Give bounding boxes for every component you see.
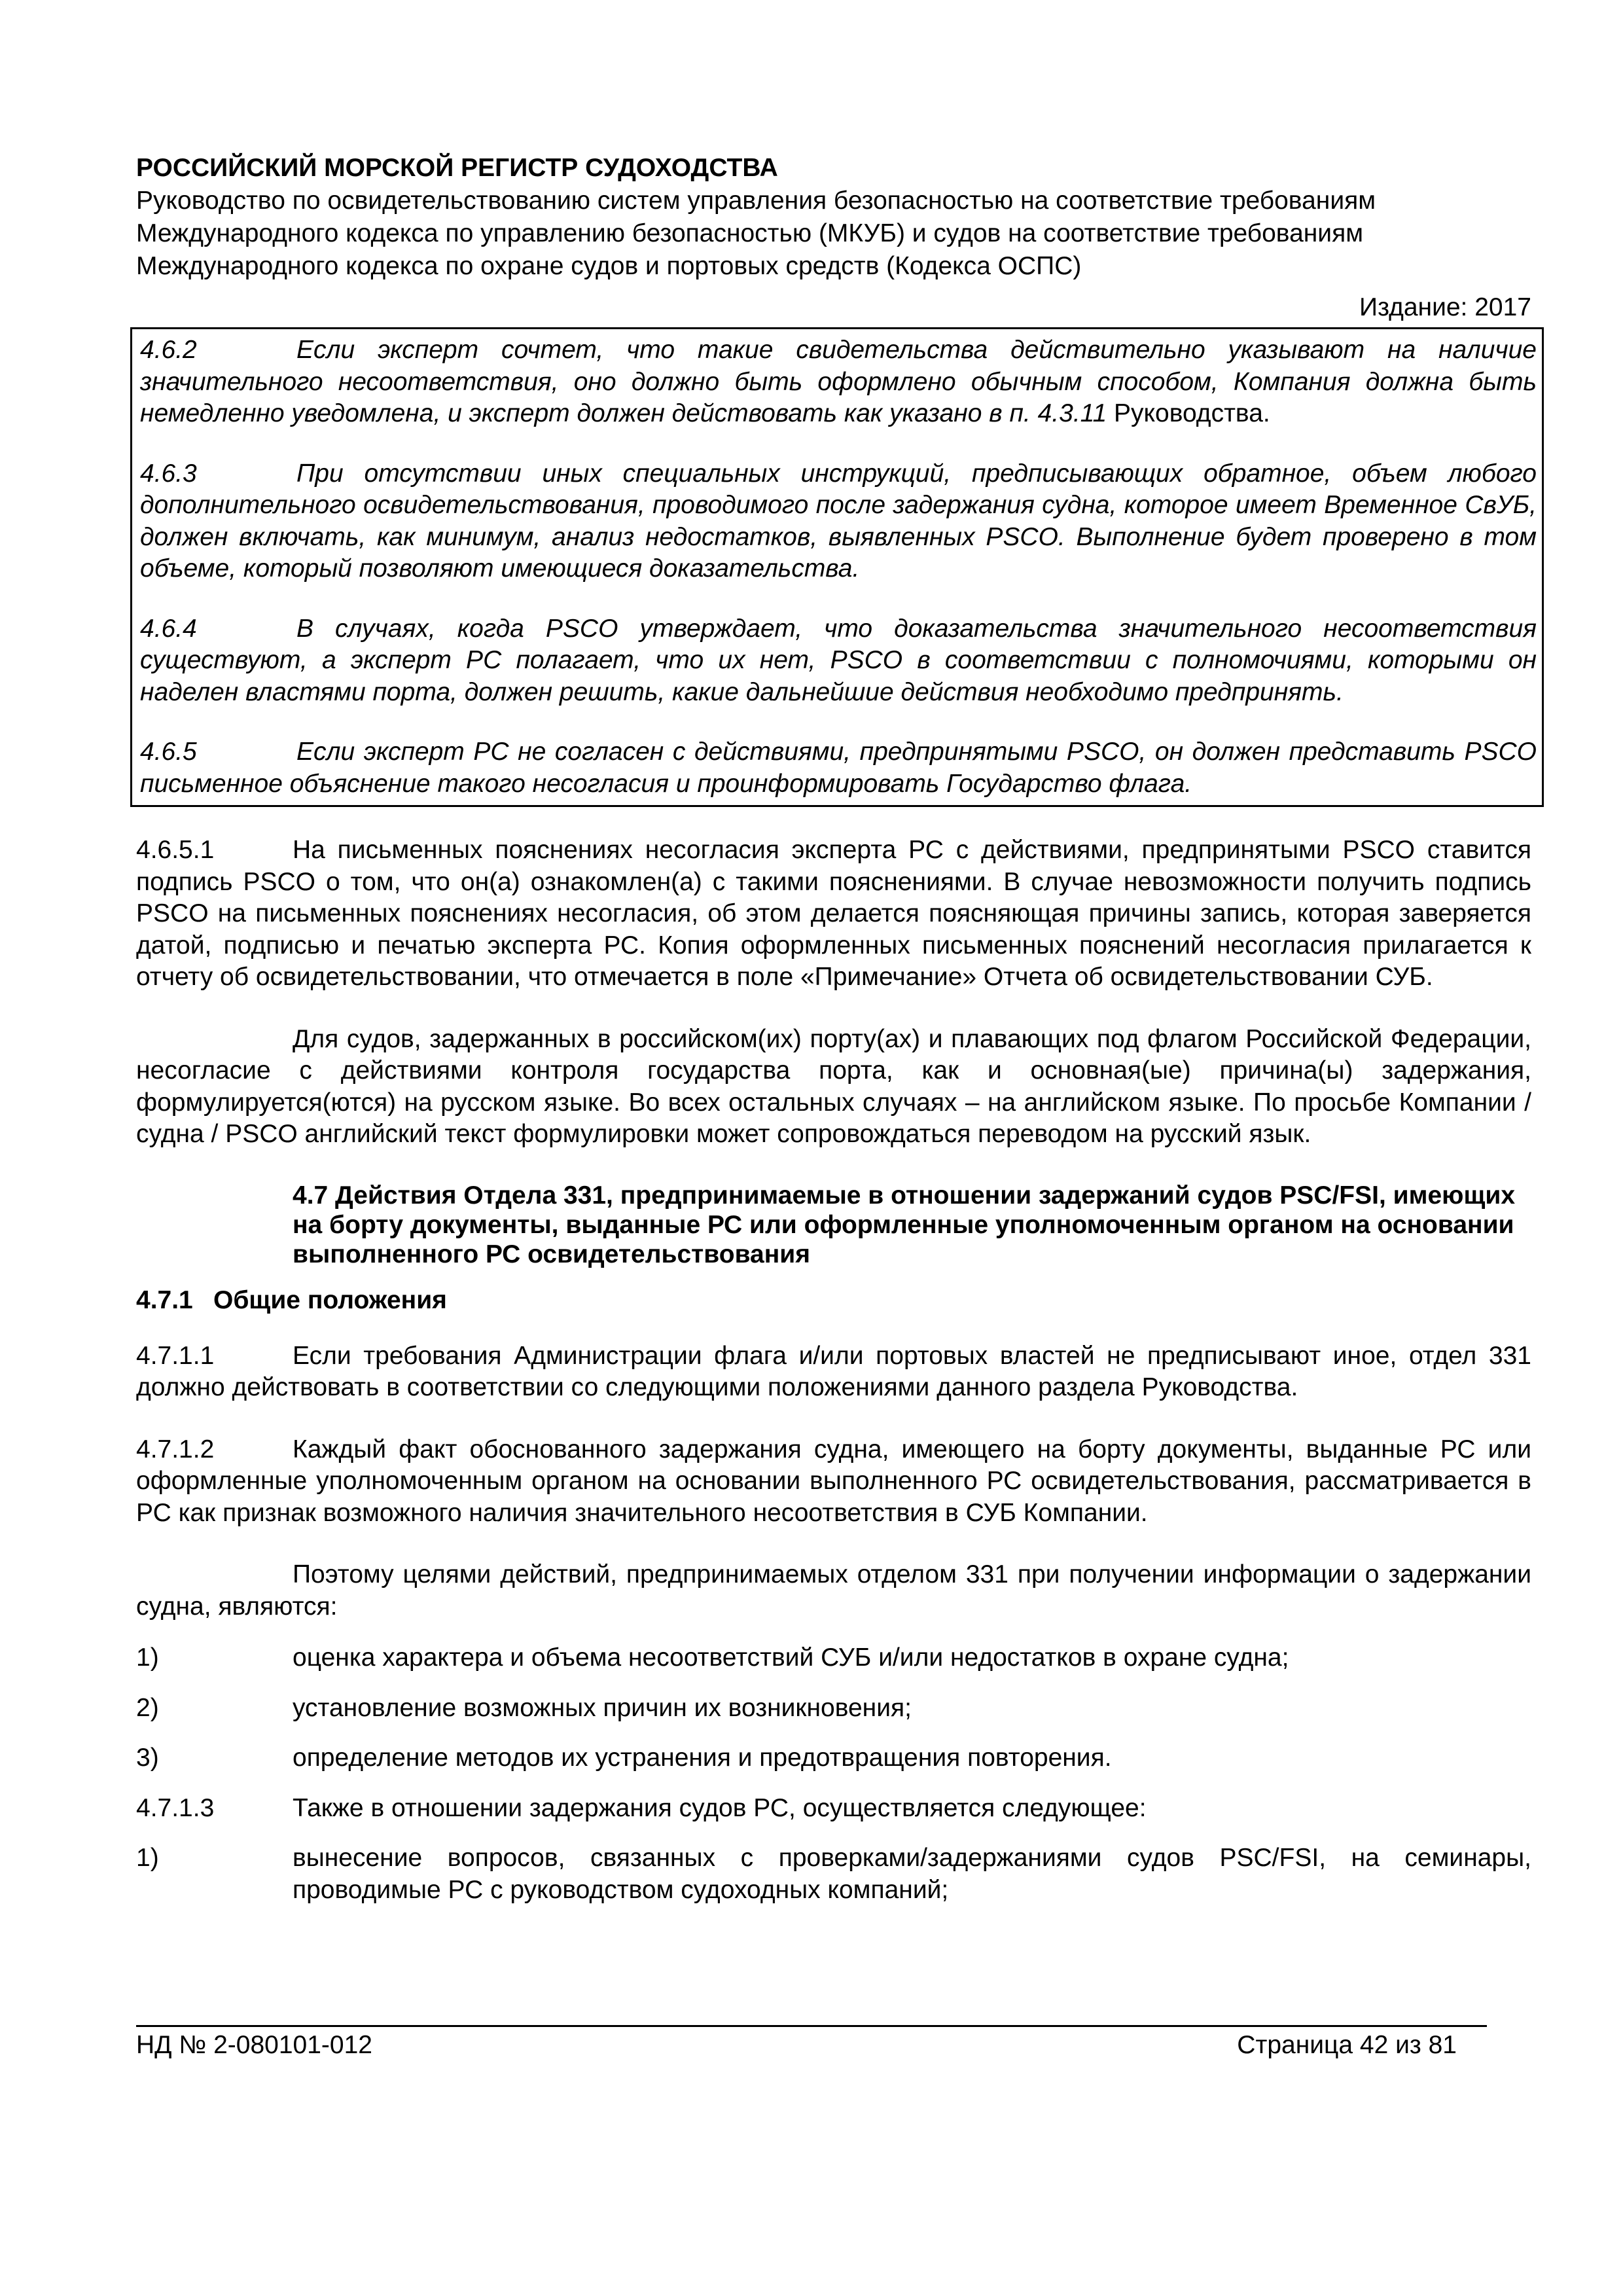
subsection-heading-4-7-1 <box>136 1285 1531 1316</box>
clause-4-6-4 <box>140 613 1537 709</box>
list-item-text: установление возможных причин их возникновения; <box>293 1693 912 1722</box>
list-item-number: 2) <box>136 1693 159 1722</box>
clause-4-6-2 <box>140 334 1537 430</box>
amended-text-box <box>130 327 1544 807</box>
guide-title-line-1: Руководство по освидетельствованию систем управления безопасностью на соответствие требованиям <box>136 187 1376 215</box>
list-item <box>136 1742 1531 1774</box>
clause-text: На письменных пояснениях несогласия эксперта РС с действиями, предпринятыми PSCO ставится подпись PSCO о том, что он(а) ознакомлен(а) с такими пояснениями. В случае невозможности получить подпись PSCO на письменных пояснениях несогласия, об этом делается поясняющая причины запись, которая заверяется датой, подписью и печатью эксперта РС. Копия оформленных письменных пояснений несогласия прилагается к отчету об освидетельствовании, что отмечается в поле «Примечание» Отчета об освидетельствовании СУБ. <box>136 836 1531 991</box>
guide-title-line-2: Международного кодекса по управлению безопасностью (МКУБ) и судов на соответствие требованиям <box>136 219 1364 247</box>
clause-4-6-3 <box>140 458 1537 585</box>
subsection-number: 4.7.1 <box>136 1285 193 1314</box>
edition-label: Издание: 2017 <box>1359 293 1531 321</box>
clause-text: Если эксперт РС не согласен с действиями, предпринятыми PSCO, он должен представить PSCO письменное объяснение такого несогласия и проинформировать Государство флага. <box>140 738 1537 798</box>
clause-number: 4.6.3 <box>140 459 197 488</box>
clause-number: 4.7.1.3 <box>136 1793 215 1822</box>
section-heading-4-7: 4.7 Действия Отдела 331, предпринимаемые в отношении задержаний судов PSC/FSI, имеющих на борту документы, выданные РС или оформленные уполномоченным органом на основании выполненного РС освидетельствования <box>293 1181 1516 1268</box>
clause-number: 4.6.2 <box>140 336 197 364</box>
clause-text: При отсутствии иных специальных инструкций, предписывающих обратное, объем любого дополнительного освидетельствования, проводимого после задержания судна, которое имеет Временное СвУБ, должен включать, как минимум, анализ недостатков, выявленных PSCO. Выполнение будет проверено в том объеме, который позволяют имеющиеся доказательства. <box>140 459 1537 583</box>
organization-title: РОССИЙСКИЙ МОРСКОЙ РЕГИСТР СУДОХОДСТВА <box>136 154 778 182</box>
document-body <box>136 834 1531 1924</box>
list-item <box>136 1842 1531 1906</box>
document-header <box>136 152 1537 283</box>
goals-intro-paragraph: Поэтому целями действий, предпринимаемых отделом 331 при получении информации о задержании судна, являются: <box>136 1560 1531 1621</box>
clause-number: 4.7.1.2 <box>136 1435 215 1463</box>
clause-4-6-5-1 <box>136 834 1531 994</box>
clause-text: Каждый факт обоснованного задержания судна, имеющего на борту документы, выданные РС или оформленные уполномоченным органом на основании выполненного РС освидетельствования, рассматривается в РС как признак возможного наличия значительного несоответствия в СУБ Компании. <box>136 1435 1531 1527</box>
list-item-text: вынесение вопросов, связанных с проверками/задержаниями судов PSC/FSI, на семинары, проводимые РС с руководством судоходных компаний; <box>293 1844 1531 1904</box>
guide-title-line-3: Международного кодекса по охране судов и портовых средств (Кодекса ОСПС) <box>136 252 1082 280</box>
clause-text: Также в отношении задержания судов РС, осуществляется следующее: <box>293 1793 1147 1822</box>
clause-4-7-1-1 <box>136 1340 1531 1404</box>
page-number: Страница 42 из 81 <box>1237 2031 1457 2059</box>
clause-number: 4.6.5 <box>140 738 197 766</box>
document-number: НД № 2-080101-012 <box>136 2031 372 2059</box>
clause-4-7-1-2 <box>136 1434 1531 1530</box>
subsection-title: Общие положения <box>213 1285 447 1314</box>
clause-text: В случаях, когда PSCO утверждает, что доказательства значительного несоответствия существуют, а эксперт РС полагает, что их нет, PSCO в соответствии с полномочиями, которыми он наделен властями порта, должен решить, какие дальнейшие действия необходимо предпринять. <box>140 614 1537 706</box>
clause-text-tail: Руководства. <box>1107 399 1270 427</box>
list-item-text: определение методов их устранения и предотвращения повторения. <box>293 1744 1112 1772</box>
clause-number: 4.7.1.1 <box>136 1341 215 1370</box>
list-item-number: 1) <box>136 1844 159 1872</box>
clause-number: 4.6.4 <box>140 614 197 643</box>
list-item-number: 1) <box>136 1643 159 1672</box>
clause-text: Если эксперт сочтет, что такие свидетельства действительно указывают на наличие значительного несоответствия, оно должно быть оформлено обычным способом, Компания должна быть немедленно уведомлена, и эксперт должен действовать как указано в п. 4.3.11 <box>140 336 1537 427</box>
clause-number: 4.6.5.1 <box>136 836 215 864</box>
list-item <box>136 1642 1531 1674</box>
footer-divider <box>136 2025 1487 2027</box>
list-item-text: оценка характера и объема несоответствий СУБ и/или недостатков в охране судна; <box>293 1643 1289 1672</box>
language-paragraph: Для судов, задержанных в российском(их) порту(ах) и плавающих под флагом Российской Федерации, несогласие с действиями контроля государства порта, как и основная(ые) причина(ы) задержания, формулируется(ются) на русском языке. Во всех остальных случаях – на английском языке. По просьбе Компании / судна / PSCO английский текст формулировки может сопровождаться переводом на русский язык. <box>136 1024 1531 1148</box>
list-item-number: 3) <box>136 1744 159 1772</box>
list-item <box>136 1693 1531 1725</box>
clause-4-7-1-3 <box>136 1793 1531 1825</box>
clause-text: Если требования Администрации флага и/или портовых властей не предписывают иное, отдел 331 должно действовать в соответствии со следующими положениями данного раздела Руководства. <box>136 1341 1531 1401</box>
clause-4-6-5 <box>140 736 1537 800</box>
